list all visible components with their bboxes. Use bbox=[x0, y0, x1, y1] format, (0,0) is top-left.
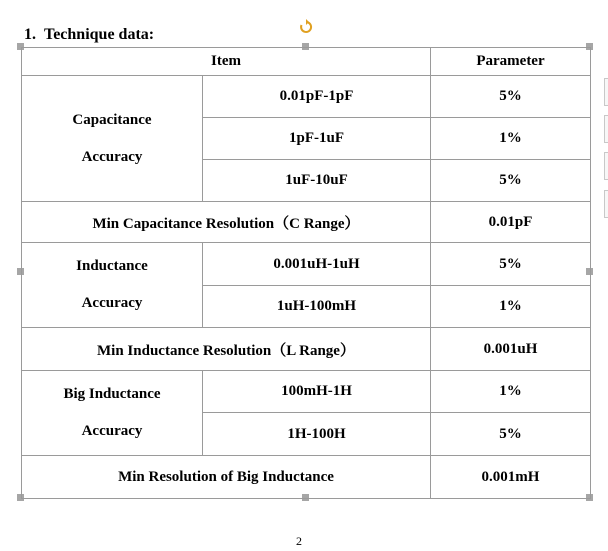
parameter-cell: 5% bbox=[431, 76, 591, 118]
range-cell: 0.01pF-1pF bbox=[203, 76, 431, 118]
page-number: 2 bbox=[296, 534, 302, 548]
capacitance-accuracy-label bbox=[22, 76, 203, 202]
min-capacitance-resolution-label: Min Capacitance Resolution（C Range） bbox=[22, 202, 431, 243]
section-title: Technique data: bbox=[44, 26, 155, 43]
parameter-cell: 1% bbox=[431, 371, 591, 413]
table-row bbox=[22, 243, 591, 286]
big-inductance-accuracy-label bbox=[22, 371, 203, 456]
range-cell: 0.001uH-1uH bbox=[203, 243, 431, 286]
group-label-line: Inductance bbox=[76, 258, 148, 274]
parameter-cell: 1% bbox=[431, 286, 591, 328]
group-label-line: Capacitance bbox=[72, 111, 152, 128]
table-row bbox=[22, 328, 591, 371]
table-row bbox=[22, 456, 591, 499]
header-parameter: Parameter bbox=[431, 48, 591, 76]
parameter-cell: 0.01pF bbox=[431, 202, 591, 243]
table-row bbox=[22, 202, 591, 243]
side-tab[interactable] bbox=[604, 115, 608, 143]
table-row bbox=[22, 76, 591, 118]
min-inductance-resolution-label: Min Inductance Resolution（L Range） bbox=[22, 328, 431, 371]
group-label-line: Big Inductance bbox=[63, 386, 161, 402]
parameter-cell: 5% bbox=[431, 413, 591, 456]
side-tab[interactable] bbox=[604, 78, 608, 106]
table-row bbox=[22, 371, 591, 413]
parameter-cell: 0.001uH bbox=[431, 328, 591, 371]
side-tab[interactable] bbox=[604, 190, 608, 218]
parameter-cell: 5% bbox=[431, 243, 591, 286]
range-cell: 1uH-100mH bbox=[203, 286, 431, 328]
group-label-line: Accuracy bbox=[81, 148, 143, 165]
parameter-cell: 1% bbox=[431, 118, 591, 160]
group-label-line: Accuracy bbox=[81, 423, 143, 439]
section-heading bbox=[24, 26, 154, 44]
technique-data-table bbox=[21, 47, 591, 499]
range-cell: 1uF-10uF bbox=[203, 160, 431, 202]
parameter-cell: 5% bbox=[431, 160, 591, 202]
side-tab[interactable] bbox=[604, 152, 608, 180]
range-cell: 1H-100H bbox=[203, 413, 431, 456]
rotate-handle-icon[interactable] bbox=[298, 19, 314, 35]
section-number: 1. bbox=[24, 26, 36, 43]
parameter-cell: 0.001mH bbox=[431, 456, 591, 499]
group-label-line: Accuracy bbox=[81, 295, 143, 311]
header-item: Item bbox=[22, 48, 431, 76]
inductance-accuracy-label bbox=[22, 243, 203, 328]
range-cell: 100mH-1H bbox=[203, 371, 431, 413]
table-row bbox=[22, 48, 591, 76]
range-cell: 1pF-1uF bbox=[203, 118, 431, 160]
min-big-inductance-resolution-label: Min Resolution of Big Inductance bbox=[22, 456, 431, 499]
